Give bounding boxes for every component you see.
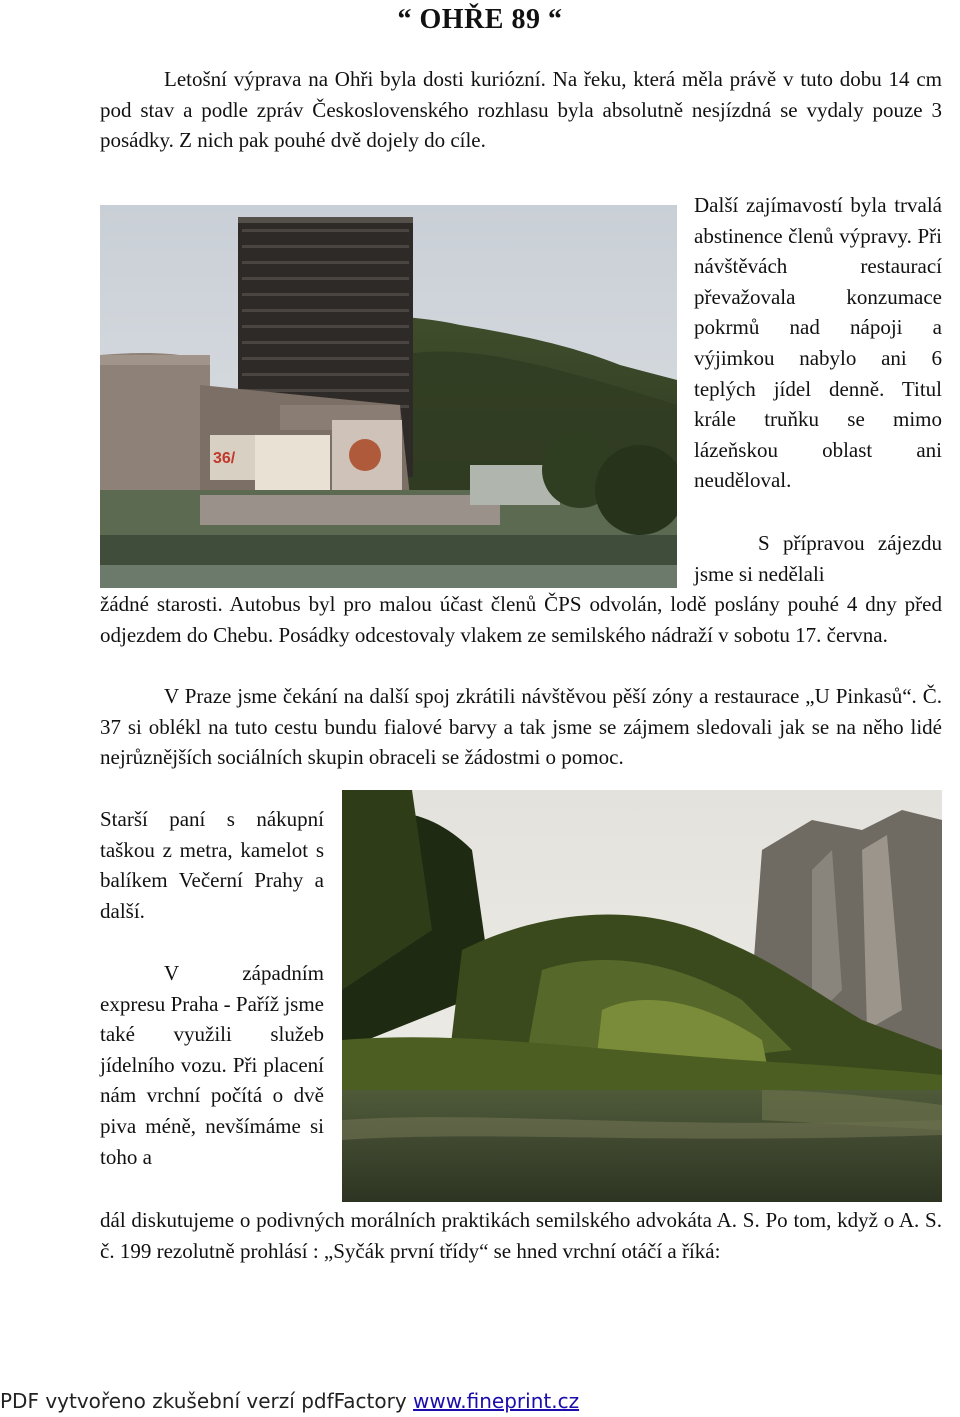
side-text-2: S přípravou zájezdu jsme si nedělali xyxy=(694,531,942,586)
side-text-4: V západním expresu Praha - Paříž jsme také využili služeb jídelního vozu. Při placení nám vrchní počítá o dvě piva méně, nevšímáme si toho a xyxy=(100,961,324,1169)
paragraph-3: V Praze jsme čekání na další spoj zkrátili návštěvou pěší zóny a restaurace „U Pinkasů“. Č. 37 si oblékl na tuto cestu bundu fialové barvy a tak jsme se zájmem sledovali jak se na něho lidé nejrůznějších sociálních skupin obraceli se žádostmi o pomoc. xyxy=(100,684,942,770)
paragraph-2: žádné starosti. Autobus byl pro malou účast členů ČPS odvolán, lodě poslány pouhé 4 dny před odjezdem do Chebu. Posádky odcestovaly vlakem ze semilského nádraží v sobotu 17. června. xyxy=(100,592,942,647)
side-text-1: Další zajímavostí byla trvalá abstinence členů výpravy. Při návštěvách restaurací převažovala konzumace pokrmů nad nápoji a výjimkou nabylo ani 6 teplých jídel denně. Titul krále truňku se mimo lázeňskou oblast ani neuděloval. xyxy=(694,193,942,493)
side-text-3: Starší paní s nákupní taškou z metra, kamelot s balíkem Večerní Prahy a další. xyxy=(100,807,324,923)
footer-text: PDF vytvořeno zkušební verzí pdfFactory xyxy=(0,1389,414,1413)
page-title: “ OHŘE 89 “ xyxy=(397,4,563,35)
intro-paragraph: Letošní výprava na Ohři byla dosti kuriózní. Na řeku, která měla právě v tuto dobu 14 cm pod stav a podle zpráv Československého rozhlasu byla absolutně nesjízdná se vydaly pouze 3 posádky. Z nich pak pouhé dvě dojely do cíle. xyxy=(100,67,942,153)
pdf-footer xyxy=(0,1386,960,1416)
paragraph-4: dál diskutujeme o podivných morálních praktikách semilského advokáta A. S. Po tom, když o A. S. č. 199 rezolutně prohlásí : „Syčák první třídy“ se hned vrchní otáčí a říká: xyxy=(100,1208,942,1263)
hotel-spa-building-photo xyxy=(100,205,677,588)
footer-link[interactable]: www.fineprint.cz xyxy=(413,1389,580,1413)
svg-text:36/: 36/ xyxy=(213,450,236,467)
river-forest-cliffs-photo xyxy=(342,790,942,1202)
